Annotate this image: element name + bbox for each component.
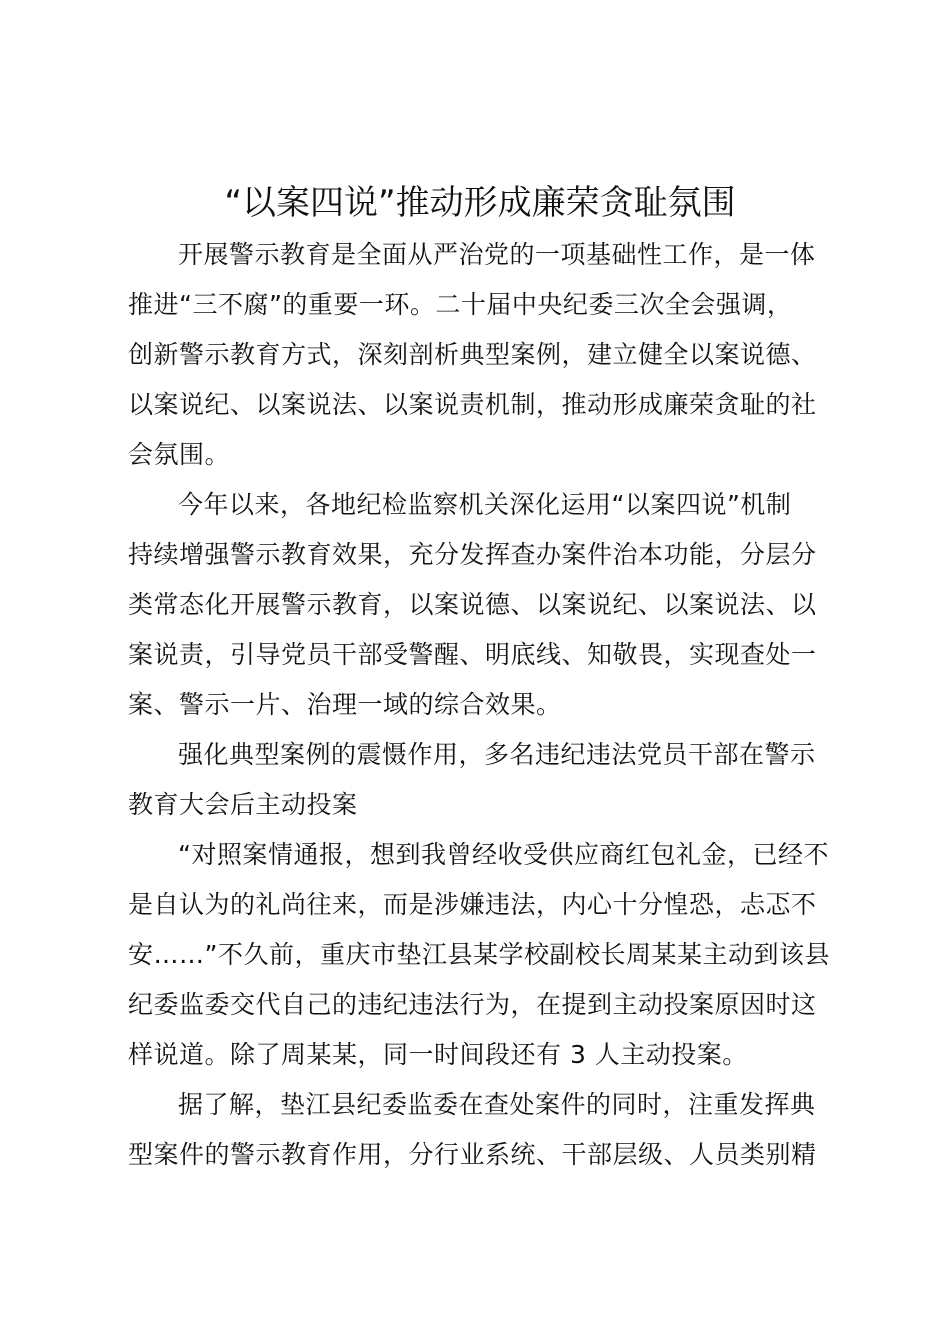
text-line: 推进“三不腐”的重要一环。二十届中央纪委三次全会强调， [128, 290, 793, 319]
text-line: 会氛围。 [128, 440, 231, 469]
paragraph-2 [128, 480, 834, 730]
text-line: “对照案情通报，想到我曾经收受供应商红包礼金，已经不 [178, 840, 829, 869]
text-line: 案、警示一片、治理一域的综合效果。 [128, 690, 562, 719]
document-title: “以案四说”推动形成廉荣贪耻氛围 [224, 183, 736, 223]
text-line: 类常态化开展警示教育，以案说德、以案说纪、以案说法、以 [128, 590, 817, 619]
text-line: 强化典型案例的震慑作用，多名违纪违法党员干部在警示 [178, 740, 816, 769]
text-line: 创新警示教育方式，深刻剖析典型案例，建立健全以案说德、 [128, 340, 817, 369]
text-line: 案说责，引导党员干部受警醒、明底线、知敬畏，实现查处一 [128, 640, 817, 669]
text-line: 是自认为的礼尚往来，而是涉嫌违法，内心十分惶恐，忐忑不 [128, 890, 817, 919]
paragraph-1 [128, 230, 834, 480]
paragraph-5 [128, 1080, 834, 1180]
text-line: 开展警示教育是全面从严治党的一项基础性工作，是一体 [178, 240, 816, 269]
text-line: 样说道。除了周某某，同一时间段还有 3 人主动投案。 [128, 1040, 748, 1069]
paragraph-4 [128, 830, 834, 1080]
text-line: 型案件的警示教育作用，分行业系统、干部层级、人员类别精 [128, 1140, 817, 1169]
text-line: 安……”不久前，重庆市垫江县某学校副校长周某某主动到该县 [128, 940, 830, 969]
text-line: 今年以来，各地纪检监察机关深化运用“以案四说”机制 [178, 490, 792, 519]
paragraph-3 [128, 730, 834, 830]
text-line: 持续增强警示教育效果，充分发挥查办案件治本功能，分层分 [128, 540, 817, 569]
text-line: 教育大会后主动投案 [128, 790, 358, 819]
text-line: 据了解，垫江县纪委监委在查处案件的同时，注重发挥典 [178, 1090, 816, 1119]
text-line: 纪委监委交代自己的违纪违法行为，在提到主动投案原因时这 [128, 990, 817, 1019]
document-body [128, 230, 834, 1180]
text-line: 以案说纪、以案说法、以案说责机制，推动形成廉荣贪耻的社 [128, 390, 817, 419]
